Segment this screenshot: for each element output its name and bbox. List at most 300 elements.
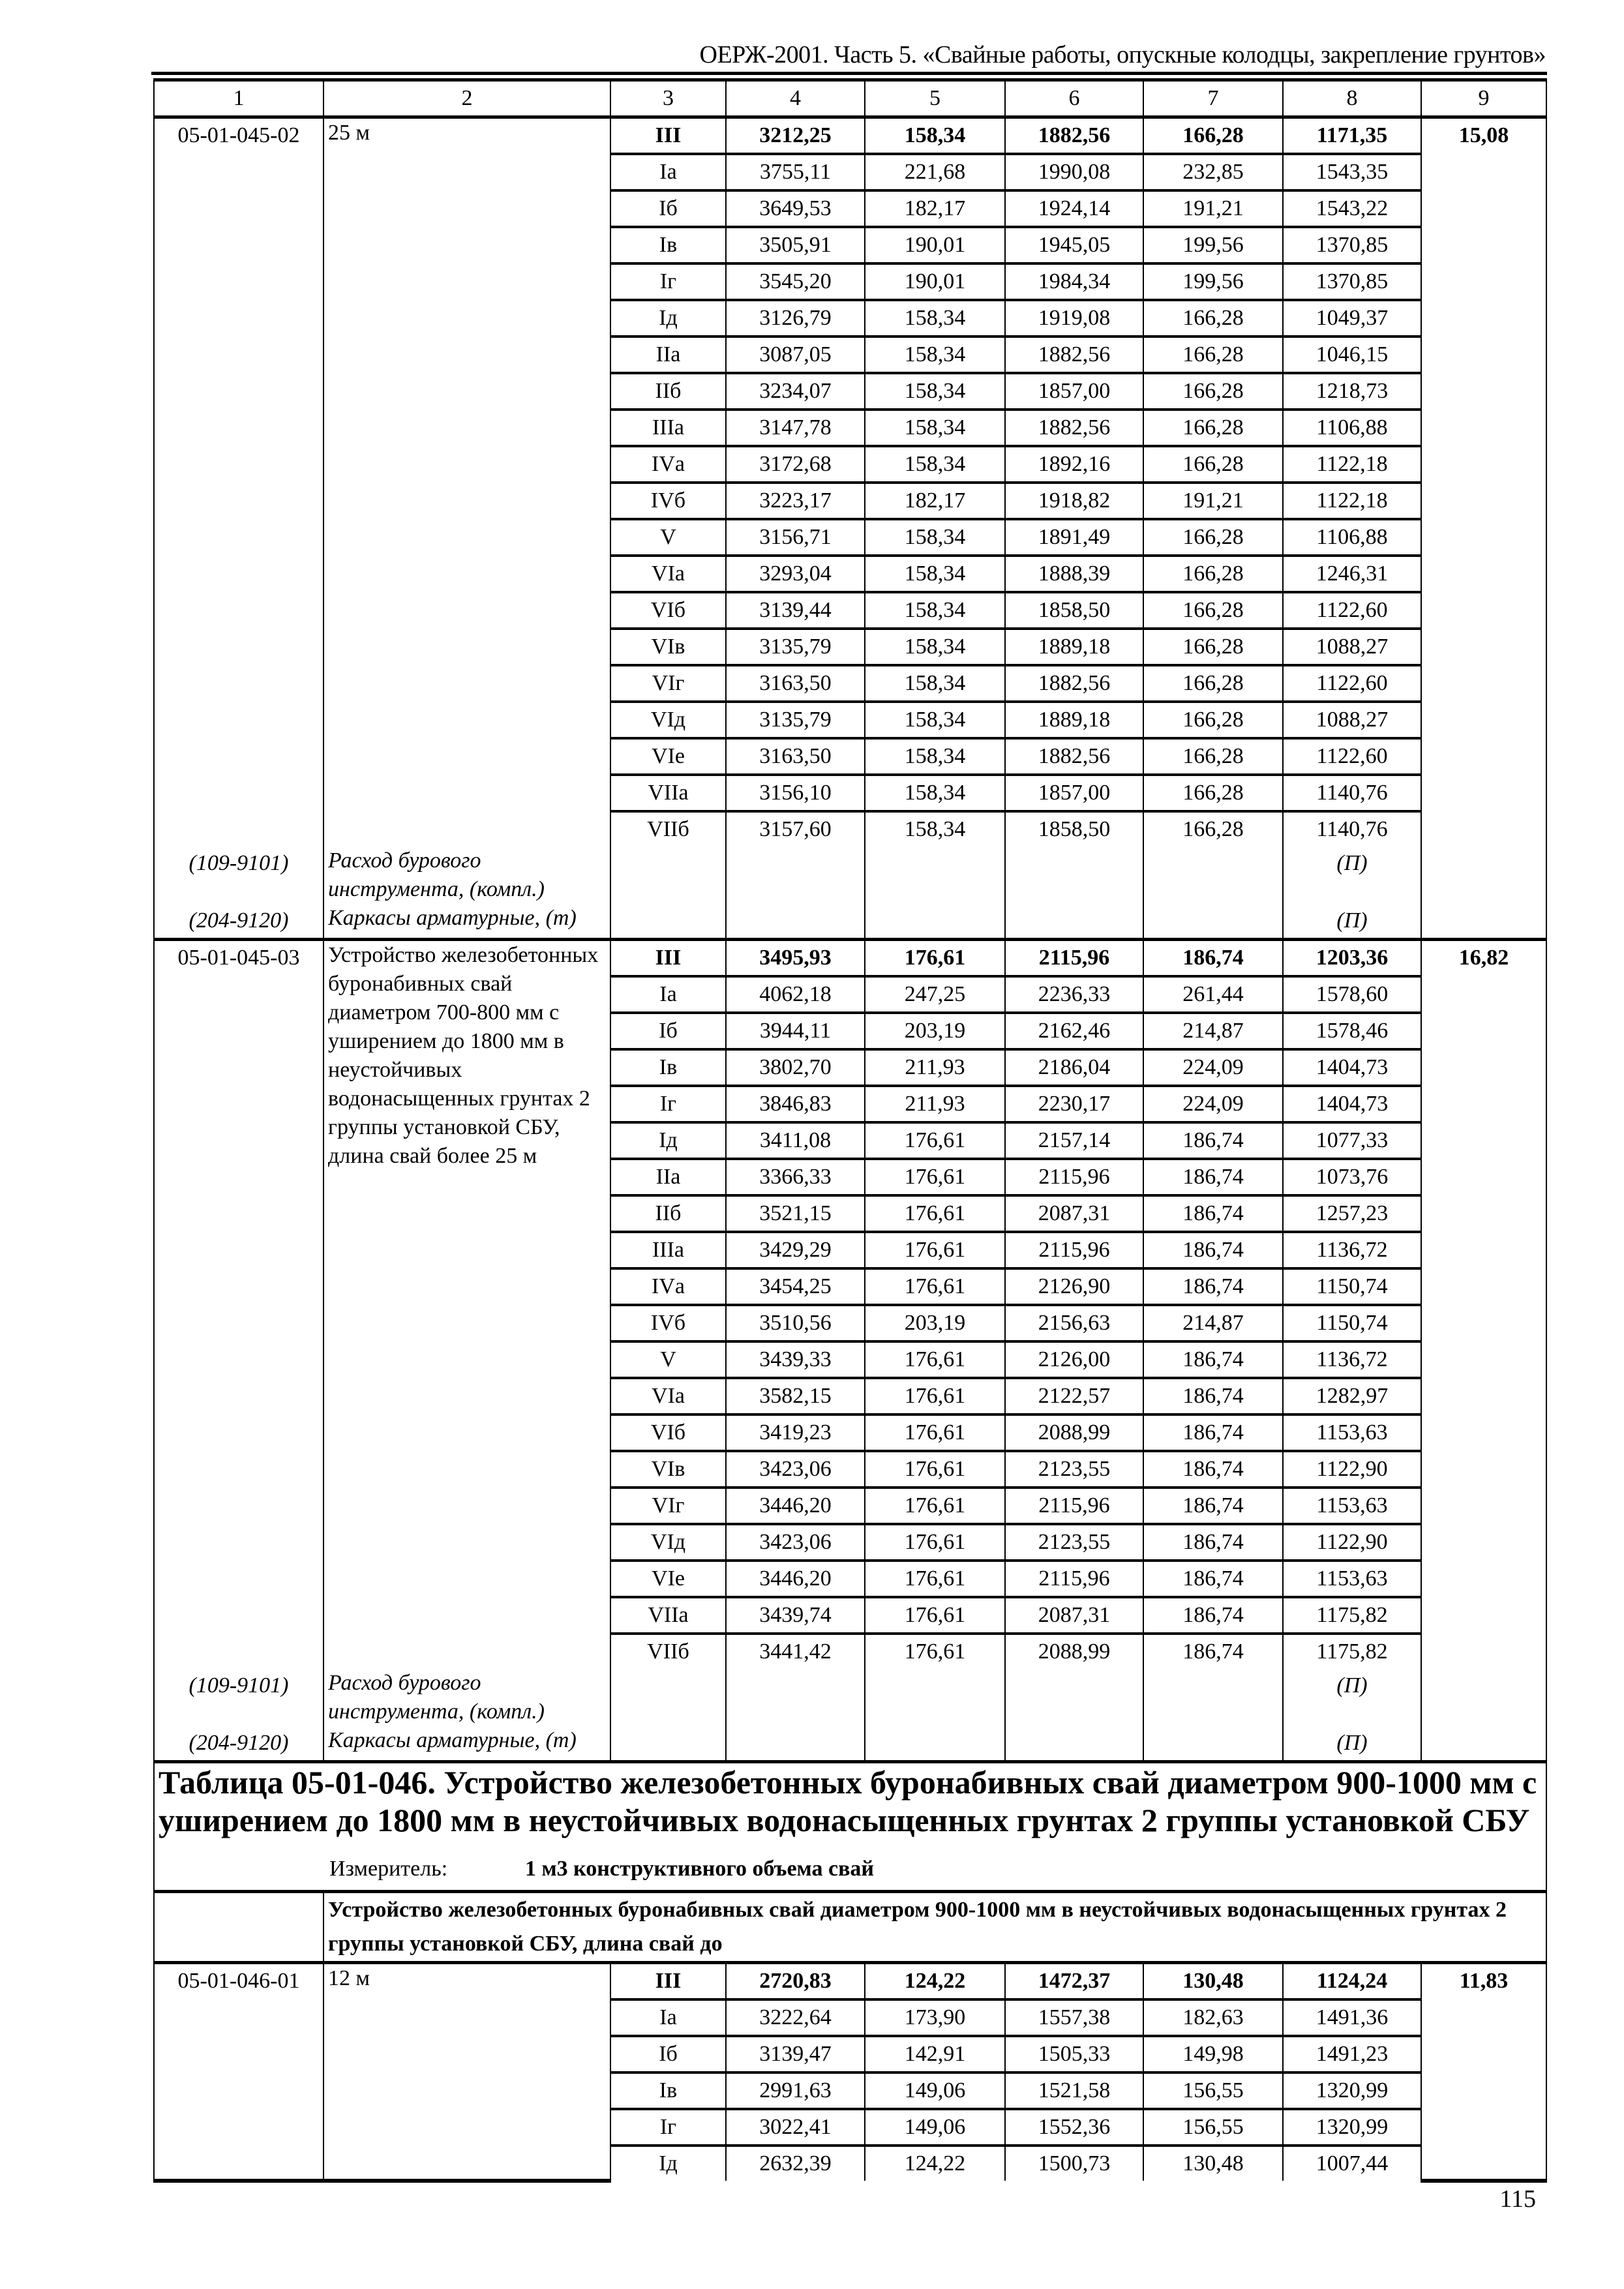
machine-operation: 2157,14 bbox=[1005, 1122, 1143, 1159]
machinist-wages: 182,63 bbox=[1143, 1999, 1283, 2036]
materials: 1122,60 bbox=[1283, 738, 1421, 775]
region-code: VIIа bbox=[610, 1597, 726, 1634]
labor-wages: 176,61 bbox=[865, 1524, 1005, 1561]
direct-costs: 3446,20 bbox=[726, 1561, 865, 1597]
materials: 1073,76 bbox=[1283, 1159, 1421, 1195]
machine-operation: 2230,17 bbox=[1005, 1086, 1143, 1122]
region-code: Iв bbox=[610, 227, 726, 263]
machinist-wages: 166,28 bbox=[1143, 738, 1283, 775]
labor-wages: 176,61 bbox=[865, 1378, 1005, 1414]
empty-cell bbox=[865, 904, 1005, 940]
machine-operation: 2115,96 bbox=[1005, 1159, 1143, 1195]
materials: 1320,99 bbox=[1283, 2109, 1421, 2146]
materials: 1106,88 bbox=[1283, 519, 1421, 556]
table-title-row bbox=[154, 1762, 1546, 1892]
machinist-wages: 156,55 bbox=[1143, 2109, 1283, 2146]
direct-costs: 2632,39 bbox=[726, 2146, 865, 2181]
region-code: IVб bbox=[610, 483, 726, 519]
labor-wages: 203,19 bbox=[865, 1013, 1005, 1049]
materials: 1106,88 bbox=[1283, 410, 1421, 446]
labor-wages: 158,34 bbox=[865, 629, 1005, 665]
machine-operation: 2115,96 bbox=[1005, 1561, 1143, 1597]
direct-costs: 2720,83 bbox=[726, 1963, 865, 2000]
materials: 1007,44 bbox=[1283, 2146, 1421, 2181]
machinist-wages: 186,74 bbox=[1143, 1634, 1283, 1669]
region-code: Iа bbox=[610, 1999, 726, 2036]
labor-wages: 221,68 bbox=[865, 154, 1005, 190]
labor-wages: 158,34 bbox=[865, 410, 1005, 446]
direct-costs: 3087,05 bbox=[726, 337, 865, 373]
empty-cell bbox=[1143, 1726, 1283, 1762]
region-code: V bbox=[610, 1341, 726, 1378]
materials: 1122,60 bbox=[1283, 665, 1421, 702]
labor-wages: 176,61 bbox=[865, 1597, 1005, 1634]
region-code: VIб bbox=[610, 592, 726, 629]
labor-wages: 176,61 bbox=[865, 1122, 1005, 1159]
machine-operation: 2088,99 bbox=[1005, 1634, 1143, 1669]
direct-costs: 3172,68 bbox=[726, 446, 865, 483]
direct-costs: 3126,79 bbox=[726, 300, 865, 337]
direct-costs: 3163,50 bbox=[726, 738, 865, 775]
labor-wages: 158,34 bbox=[865, 775, 1005, 811]
table-row bbox=[154, 117, 1546, 155]
direct-costs: 3135,79 bbox=[726, 702, 865, 738]
machinist-wages: 224,09 bbox=[1143, 1049, 1283, 1086]
region-code: VIг bbox=[610, 1488, 726, 1524]
direct-costs: 3366,33 bbox=[726, 1159, 865, 1195]
machine-operation: 1892,16 bbox=[1005, 446, 1143, 483]
materials: 1122,90 bbox=[1283, 1524, 1421, 1561]
empty-cell bbox=[865, 1669, 1005, 1726]
region-code: VIб bbox=[610, 1414, 726, 1451]
resource-name: Расход бурового инструмента, (компл.) bbox=[323, 1669, 610, 1726]
materials: 1049,37 bbox=[1283, 300, 1421, 337]
region-code: III bbox=[610, 117, 726, 155]
resource-code: (109-9101) bbox=[154, 1669, 323, 1726]
labor-wages: 158,34 bbox=[865, 556, 1005, 592]
labor-wages: 211,93 bbox=[865, 1049, 1005, 1086]
empty-cell bbox=[1143, 904, 1283, 940]
materials: 1257,23 bbox=[1283, 1195, 1421, 1232]
region-code: IIа bbox=[610, 337, 726, 373]
rate-code: 05-01-045-03 bbox=[154, 940, 323, 1669]
resource-name: Расход бурового инструмента, (компл.) bbox=[323, 846, 610, 904]
machinist-wages: 232,85 bbox=[1143, 154, 1283, 190]
labor-wages: 158,34 bbox=[865, 738, 1005, 775]
machinist-wages: 166,28 bbox=[1143, 519, 1283, 556]
machinist-wages: 214,87 bbox=[1143, 1305, 1283, 1341]
machinist-wages: 199,56 bbox=[1143, 227, 1283, 263]
labor-wages: 158,34 bbox=[865, 811, 1005, 846]
machine-operation: 1857,00 bbox=[1005, 775, 1143, 811]
direct-costs: 3446,20 bbox=[726, 1488, 865, 1524]
materials: 1491,36 bbox=[1283, 1999, 1421, 2036]
machinist-wages: 166,28 bbox=[1143, 775, 1283, 811]
direct-costs: 3223,17 bbox=[726, 483, 865, 519]
materials: 1122,90 bbox=[1283, 1451, 1421, 1488]
materials: 1370,85 bbox=[1283, 227, 1421, 263]
machine-operation: 1505,33 bbox=[1005, 2036, 1143, 2072]
machinist-wages: 166,28 bbox=[1143, 300, 1283, 337]
labor-wages: 203,19 bbox=[865, 1305, 1005, 1341]
region-code: VIа bbox=[610, 556, 726, 592]
empty-cell bbox=[1143, 1669, 1283, 1726]
region-code: Iб bbox=[610, 190, 726, 227]
materials: 1246,31 bbox=[1283, 556, 1421, 592]
labor-wages: 124,22 bbox=[865, 2146, 1005, 2181]
machine-operation: 2123,55 bbox=[1005, 1524, 1143, 1561]
materials: 1136,72 bbox=[1283, 1232, 1421, 1268]
col-header: 4 bbox=[726, 80, 865, 117]
machinist-wages: 166,28 bbox=[1143, 446, 1283, 483]
machine-operation: 1500,73 bbox=[1005, 2146, 1143, 2181]
rate-description: 12 м bbox=[323, 1963, 610, 2181]
labor-wages: 176,61 bbox=[865, 1159, 1005, 1195]
materials: 1046,15 bbox=[1283, 337, 1421, 373]
materials: 1122,60 bbox=[1283, 592, 1421, 629]
region-code: VIIа bbox=[610, 775, 726, 811]
region-code: Iа bbox=[610, 154, 726, 190]
empty-cell bbox=[610, 1669, 726, 1726]
direct-costs: 3429,29 bbox=[726, 1232, 865, 1268]
resource-marker: (П) bbox=[1283, 846, 1421, 904]
machinist-wages: 186,74 bbox=[1143, 1561, 1283, 1597]
region-code: Iб bbox=[610, 2036, 726, 2072]
labor-wages: 158,34 bbox=[865, 337, 1005, 373]
materials: 1578,46 bbox=[1283, 1013, 1421, 1049]
rate-code: 05-01-045-02 bbox=[154, 117, 323, 847]
region-code: V bbox=[610, 519, 726, 556]
labor-wages: 142,91 bbox=[865, 2036, 1005, 2072]
labor-wages: 149,06 bbox=[865, 2109, 1005, 2146]
empty-cell bbox=[865, 846, 1005, 904]
direct-costs: 2991,63 bbox=[726, 2072, 865, 2109]
materials: 1171,35 bbox=[1283, 117, 1421, 155]
machine-operation: 1919,08 bbox=[1005, 300, 1143, 337]
materials: 1370,85 bbox=[1283, 263, 1421, 300]
machinist-wages: 186,74 bbox=[1143, 1597, 1283, 1634]
machine-operation: 1984,34 bbox=[1005, 263, 1143, 300]
empty-cell bbox=[610, 1726, 726, 1762]
labor-wages: 176,61 bbox=[865, 1634, 1005, 1669]
materials: 1140,76 bbox=[1283, 811, 1421, 846]
machinist-wages: 261,44 bbox=[1143, 976, 1283, 1013]
labor-wages: 176,61 bbox=[865, 1232, 1005, 1268]
col-header: 3 bbox=[610, 80, 726, 117]
region-code: Iг bbox=[610, 263, 726, 300]
materials: 1088,27 bbox=[1283, 629, 1421, 665]
resource-code: (204-9120) bbox=[154, 1726, 323, 1762]
subheader-row bbox=[154, 1892, 1546, 1963]
resource-row bbox=[154, 1669, 1546, 1726]
direct-costs: 3022,41 bbox=[726, 2109, 865, 2146]
subheader-text: Устройство железобетонных буронабивных свай диаметром 900-1000 мм в неустойчивых водонасыщенных грунтах 2 группы установкой СБУ, длина свай до bbox=[323, 1892, 1546, 1963]
region-code: VIIб bbox=[610, 1634, 726, 1669]
materials: 1122,18 bbox=[1283, 483, 1421, 519]
materials: 1404,73 bbox=[1283, 1086, 1421, 1122]
measure-value: 1 м3 конструктивного объема свай bbox=[525, 1857, 875, 1881]
direct-costs: 3135,79 bbox=[726, 629, 865, 665]
machine-operation: 1882,56 bbox=[1005, 665, 1143, 702]
machinist-wages: 186,74 bbox=[1143, 1232, 1283, 1268]
labor-hours: 15,08 bbox=[1421, 117, 1546, 847]
empty-cell bbox=[1005, 846, 1143, 904]
empty-cell bbox=[726, 846, 865, 904]
labor-wages: 158,34 bbox=[865, 446, 1005, 483]
machinist-wages: 186,74 bbox=[1143, 1341, 1283, 1378]
region-code: Iд bbox=[610, 2146, 726, 2181]
region-code: VIг bbox=[610, 665, 726, 702]
region-code: Iб bbox=[610, 1013, 726, 1049]
region-code: IVб bbox=[610, 1305, 726, 1341]
direct-costs: 3510,56 bbox=[726, 1305, 865, 1341]
machine-operation: 1888,39 bbox=[1005, 556, 1143, 592]
materials: 1088,27 bbox=[1283, 702, 1421, 738]
resource-marker: (П) bbox=[1283, 904, 1421, 940]
materials: 1153,63 bbox=[1283, 1561, 1421, 1597]
machine-operation: 1857,00 bbox=[1005, 373, 1143, 410]
col-header: 7 bbox=[1143, 80, 1283, 117]
machine-operation: 1889,18 bbox=[1005, 702, 1143, 738]
machinist-wages: 186,74 bbox=[1143, 1488, 1283, 1524]
machine-operation: 2115,96 bbox=[1005, 1488, 1143, 1524]
labor-wages: 176,61 bbox=[865, 1195, 1005, 1232]
labor-wages: 158,34 bbox=[865, 702, 1005, 738]
direct-costs: 3222,64 bbox=[726, 1999, 865, 2036]
machine-operation: 1472,37 bbox=[1005, 1963, 1143, 2000]
machine-operation: 1924,14 bbox=[1005, 190, 1143, 227]
labor-wages: 176,61 bbox=[865, 1341, 1005, 1378]
resource-name: Каркасы арматурные, (т) bbox=[323, 1726, 610, 1762]
machine-operation: 2126,00 bbox=[1005, 1341, 1143, 1378]
direct-costs: 3157,60 bbox=[726, 811, 865, 846]
region-code: Iд bbox=[610, 1122, 726, 1159]
empty-cell bbox=[1421, 904, 1546, 940]
materials: 1175,82 bbox=[1283, 1634, 1421, 1669]
labor-wages: 211,93 bbox=[865, 1086, 1005, 1122]
labor-wages: 182,17 bbox=[865, 190, 1005, 227]
materials: 1153,63 bbox=[1283, 1414, 1421, 1451]
machine-operation: 2126,90 bbox=[1005, 1268, 1143, 1305]
rate-description: Устройство железобетонных буронабивных свай диаметром 700-800 мм с уширением до 1800 мм в неустойчивых водонасыщенных грунтах 2 группы установкой СБУ, длина свай более 25 м bbox=[323, 940, 610, 1669]
measure-label: Измеритель: bbox=[329, 1857, 448, 1881]
labor-wages: 190,01 bbox=[865, 227, 1005, 263]
machinist-wages: 224,09 bbox=[1143, 1086, 1283, 1122]
empty-cell bbox=[865, 1726, 1005, 1762]
region-code: VIд bbox=[610, 1524, 726, 1561]
materials: 1320,99 bbox=[1283, 2072, 1421, 2109]
direct-costs: 3944,11 bbox=[726, 1013, 865, 1049]
empty-cell bbox=[610, 904, 726, 940]
machinist-wages: 166,28 bbox=[1143, 373, 1283, 410]
table-title: Таблица 05-01-046. Устройство железобетонных буронабивных свай диаметром 900-1000 мм с уширением до 1800 мм в неустойчивых водонасыщенных грунтах 2 группы установкой СБУ bbox=[158, 1764, 1537, 1838]
machine-operation: 2123,55 bbox=[1005, 1451, 1143, 1488]
col-header: 1 bbox=[154, 80, 323, 117]
machinist-wages: 166,28 bbox=[1143, 702, 1283, 738]
labor-wages: 247,25 bbox=[865, 976, 1005, 1013]
direct-costs: 3139,44 bbox=[726, 592, 865, 629]
empty-cell bbox=[726, 1726, 865, 1762]
labor-wages: 158,34 bbox=[865, 300, 1005, 337]
region-code: IIIа bbox=[610, 1232, 726, 1268]
machine-operation: 1552,36 bbox=[1005, 2109, 1143, 2146]
region-code: Iг bbox=[610, 1086, 726, 1122]
col-header: 9 bbox=[1421, 80, 1546, 117]
machinist-wages: 166,28 bbox=[1143, 556, 1283, 592]
region-code: III bbox=[610, 1963, 726, 2000]
empty-cell bbox=[1005, 904, 1143, 940]
machinist-wages: 191,21 bbox=[1143, 483, 1283, 519]
machinist-wages: 166,28 bbox=[1143, 410, 1283, 446]
machine-operation: 2186,04 bbox=[1005, 1049, 1143, 1086]
region-code: VIв bbox=[610, 1451, 726, 1488]
resource-marker: (П) bbox=[1283, 1726, 1421, 1762]
empty-cell bbox=[1421, 1726, 1546, 1762]
machinist-wages: 166,28 bbox=[1143, 629, 1283, 665]
labor-wages: 176,61 bbox=[865, 1414, 1005, 1451]
region-code: VIд bbox=[610, 702, 726, 738]
machinist-wages: 166,28 bbox=[1143, 665, 1283, 702]
direct-costs: 3156,10 bbox=[726, 775, 865, 811]
labor-wages: 190,01 bbox=[865, 263, 1005, 300]
header-rule bbox=[151, 72, 1547, 75]
materials: 1153,63 bbox=[1283, 1488, 1421, 1524]
empty-cell bbox=[154, 1892, 323, 1963]
resource-row bbox=[154, 1726, 1546, 1762]
direct-costs: 3163,50 bbox=[726, 665, 865, 702]
empty-cell bbox=[1005, 1726, 1143, 1762]
labor-hours: 11,83 bbox=[1421, 1963, 1546, 2181]
rates-table bbox=[153, 78, 1547, 2183]
direct-costs: 3147,78 bbox=[726, 410, 865, 446]
machine-operation: 1858,50 bbox=[1005, 592, 1143, 629]
region-code: VIе bbox=[610, 1561, 726, 1597]
empty-cell bbox=[1005, 1669, 1143, 1726]
region-code: Iг bbox=[610, 2109, 726, 2146]
machinist-wages: 186,74 bbox=[1143, 940, 1283, 977]
region-code: III bbox=[610, 940, 726, 977]
materials: 1543,35 bbox=[1283, 154, 1421, 190]
region-code: IVа bbox=[610, 1268, 726, 1305]
machine-operation: 1891,49 bbox=[1005, 519, 1143, 556]
machine-operation: 2087,31 bbox=[1005, 1597, 1143, 1634]
machine-operation: 2087,31 bbox=[1005, 1195, 1143, 1232]
materials: 1282,97 bbox=[1283, 1378, 1421, 1414]
region-code: Iв bbox=[610, 1049, 726, 1086]
direct-costs: 3423,06 bbox=[726, 1524, 865, 1561]
direct-costs: 3212,25 bbox=[726, 117, 865, 155]
machine-operation: 1882,56 bbox=[1005, 117, 1143, 155]
machinist-wages: 166,28 bbox=[1143, 811, 1283, 846]
labor-wages: 182,17 bbox=[865, 483, 1005, 519]
machine-operation: 1557,38 bbox=[1005, 1999, 1143, 2036]
machinist-wages: 130,48 bbox=[1143, 1963, 1283, 2000]
labor-wages: 158,34 bbox=[865, 592, 1005, 629]
direct-costs: 3234,07 bbox=[726, 373, 865, 410]
machinist-wages: 186,74 bbox=[1143, 1268, 1283, 1305]
machine-operation: 1882,56 bbox=[1005, 337, 1143, 373]
machine-operation: 2122,57 bbox=[1005, 1378, 1143, 1414]
machine-operation: 2156,63 bbox=[1005, 1305, 1143, 1341]
machine-operation: 1521,58 bbox=[1005, 2072, 1143, 2109]
direct-costs: 3419,23 bbox=[726, 1414, 865, 1451]
materials: 1124,24 bbox=[1283, 1963, 1421, 2000]
machinist-wages: 191,21 bbox=[1143, 190, 1283, 227]
materials: 1491,23 bbox=[1283, 2036, 1421, 2072]
empty-cell bbox=[726, 1669, 865, 1726]
labor-wages: 176,61 bbox=[865, 1561, 1005, 1597]
region-code: VIIб bbox=[610, 811, 726, 846]
labor-wages: 176,61 bbox=[865, 940, 1005, 977]
materials: 1077,33 bbox=[1283, 1122, 1421, 1159]
machinist-wages: 166,28 bbox=[1143, 337, 1283, 373]
direct-costs: 3441,42 bbox=[726, 1634, 865, 1669]
empty-cell bbox=[726, 904, 865, 940]
machinist-wages: 186,74 bbox=[1143, 1414, 1283, 1451]
direct-costs: 3423,06 bbox=[726, 1451, 865, 1488]
machine-operation: 1882,56 bbox=[1005, 410, 1143, 446]
machinist-wages: 199,56 bbox=[1143, 263, 1283, 300]
direct-costs: 3439,74 bbox=[726, 1597, 865, 1634]
region-code: IIб bbox=[610, 1195, 726, 1232]
resource-marker: (П) bbox=[1283, 1669, 1421, 1726]
region-code: VIв bbox=[610, 629, 726, 665]
empty-cell bbox=[1143, 846, 1283, 904]
col-header: 8 bbox=[1283, 80, 1421, 117]
direct-costs: 3649,53 bbox=[726, 190, 865, 227]
direct-costs: 3846,83 bbox=[726, 1086, 865, 1122]
column-numbers-row bbox=[154, 80, 1546, 117]
direct-costs: 3439,33 bbox=[726, 1341, 865, 1378]
machine-operation: 1945,05 bbox=[1005, 227, 1143, 263]
table-row bbox=[154, 940, 1546, 977]
machine-operation: 2115,96 bbox=[1005, 940, 1143, 977]
machinist-wages: 186,74 bbox=[1143, 1122, 1283, 1159]
direct-costs: 3139,47 bbox=[726, 2036, 865, 2072]
table-row bbox=[154, 1963, 1546, 2000]
materials: 1122,18 bbox=[1283, 446, 1421, 483]
materials: 1578,60 bbox=[1283, 976, 1421, 1013]
labor-wages: 176,61 bbox=[865, 1268, 1005, 1305]
machinist-wages: 149,98 bbox=[1143, 2036, 1283, 2072]
machinist-wages: 130,48 bbox=[1143, 2146, 1283, 2181]
machinist-wages: 166,28 bbox=[1143, 117, 1283, 155]
region-code: VIа bbox=[610, 1378, 726, 1414]
col-header: 6 bbox=[1005, 80, 1143, 117]
machine-operation: 2115,96 bbox=[1005, 1232, 1143, 1268]
machinist-wages: 186,74 bbox=[1143, 1195, 1283, 1232]
direct-costs: 3545,20 bbox=[726, 263, 865, 300]
machine-operation: 1990,08 bbox=[1005, 154, 1143, 190]
materials: 1150,74 bbox=[1283, 1268, 1421, 1305]
labor-wages: 124,22 bbox=[865, 1963, 1005, 2000]
materials: 1203,36 bbox=[1283, 940, 1421, 977]
resource-code: (109-9101) bbox=[154, 846, 323, 904]
machinist-wages: 166,28 bbox=[1143, 592, 1283, 629]
rate-code: 05-01-046-01 bbox=[154, 1963, 323, 2181]
labor-wages: 158,34 bbox=[865, 117, 1005, 155]
labor-hours: 16,82 bbox=[1421, 940, 1546, 1669]
rate-description: 25 м bbox=[323, 117, 610, 847]
labor-wages: 158,34 bbox=[865, 373, 1005, 410]
direct-costs: 3293,04 bbox=[726, 556, 865, 592]
machine-operation: 1882,56 bbox=[1005, 738, 1143, 775]
region-code: Iа bbox=[610, 976, 726, 1013]
labor-wages: 149,06 bbox=[865, 2072, 1005, 2109]
table-title-cell bbox=[154, 1762, 1546, 1892]
resource-row bbox=[154, 904, 1546, 940]
empty-cell bbox=[610, 846, 726, 904]
